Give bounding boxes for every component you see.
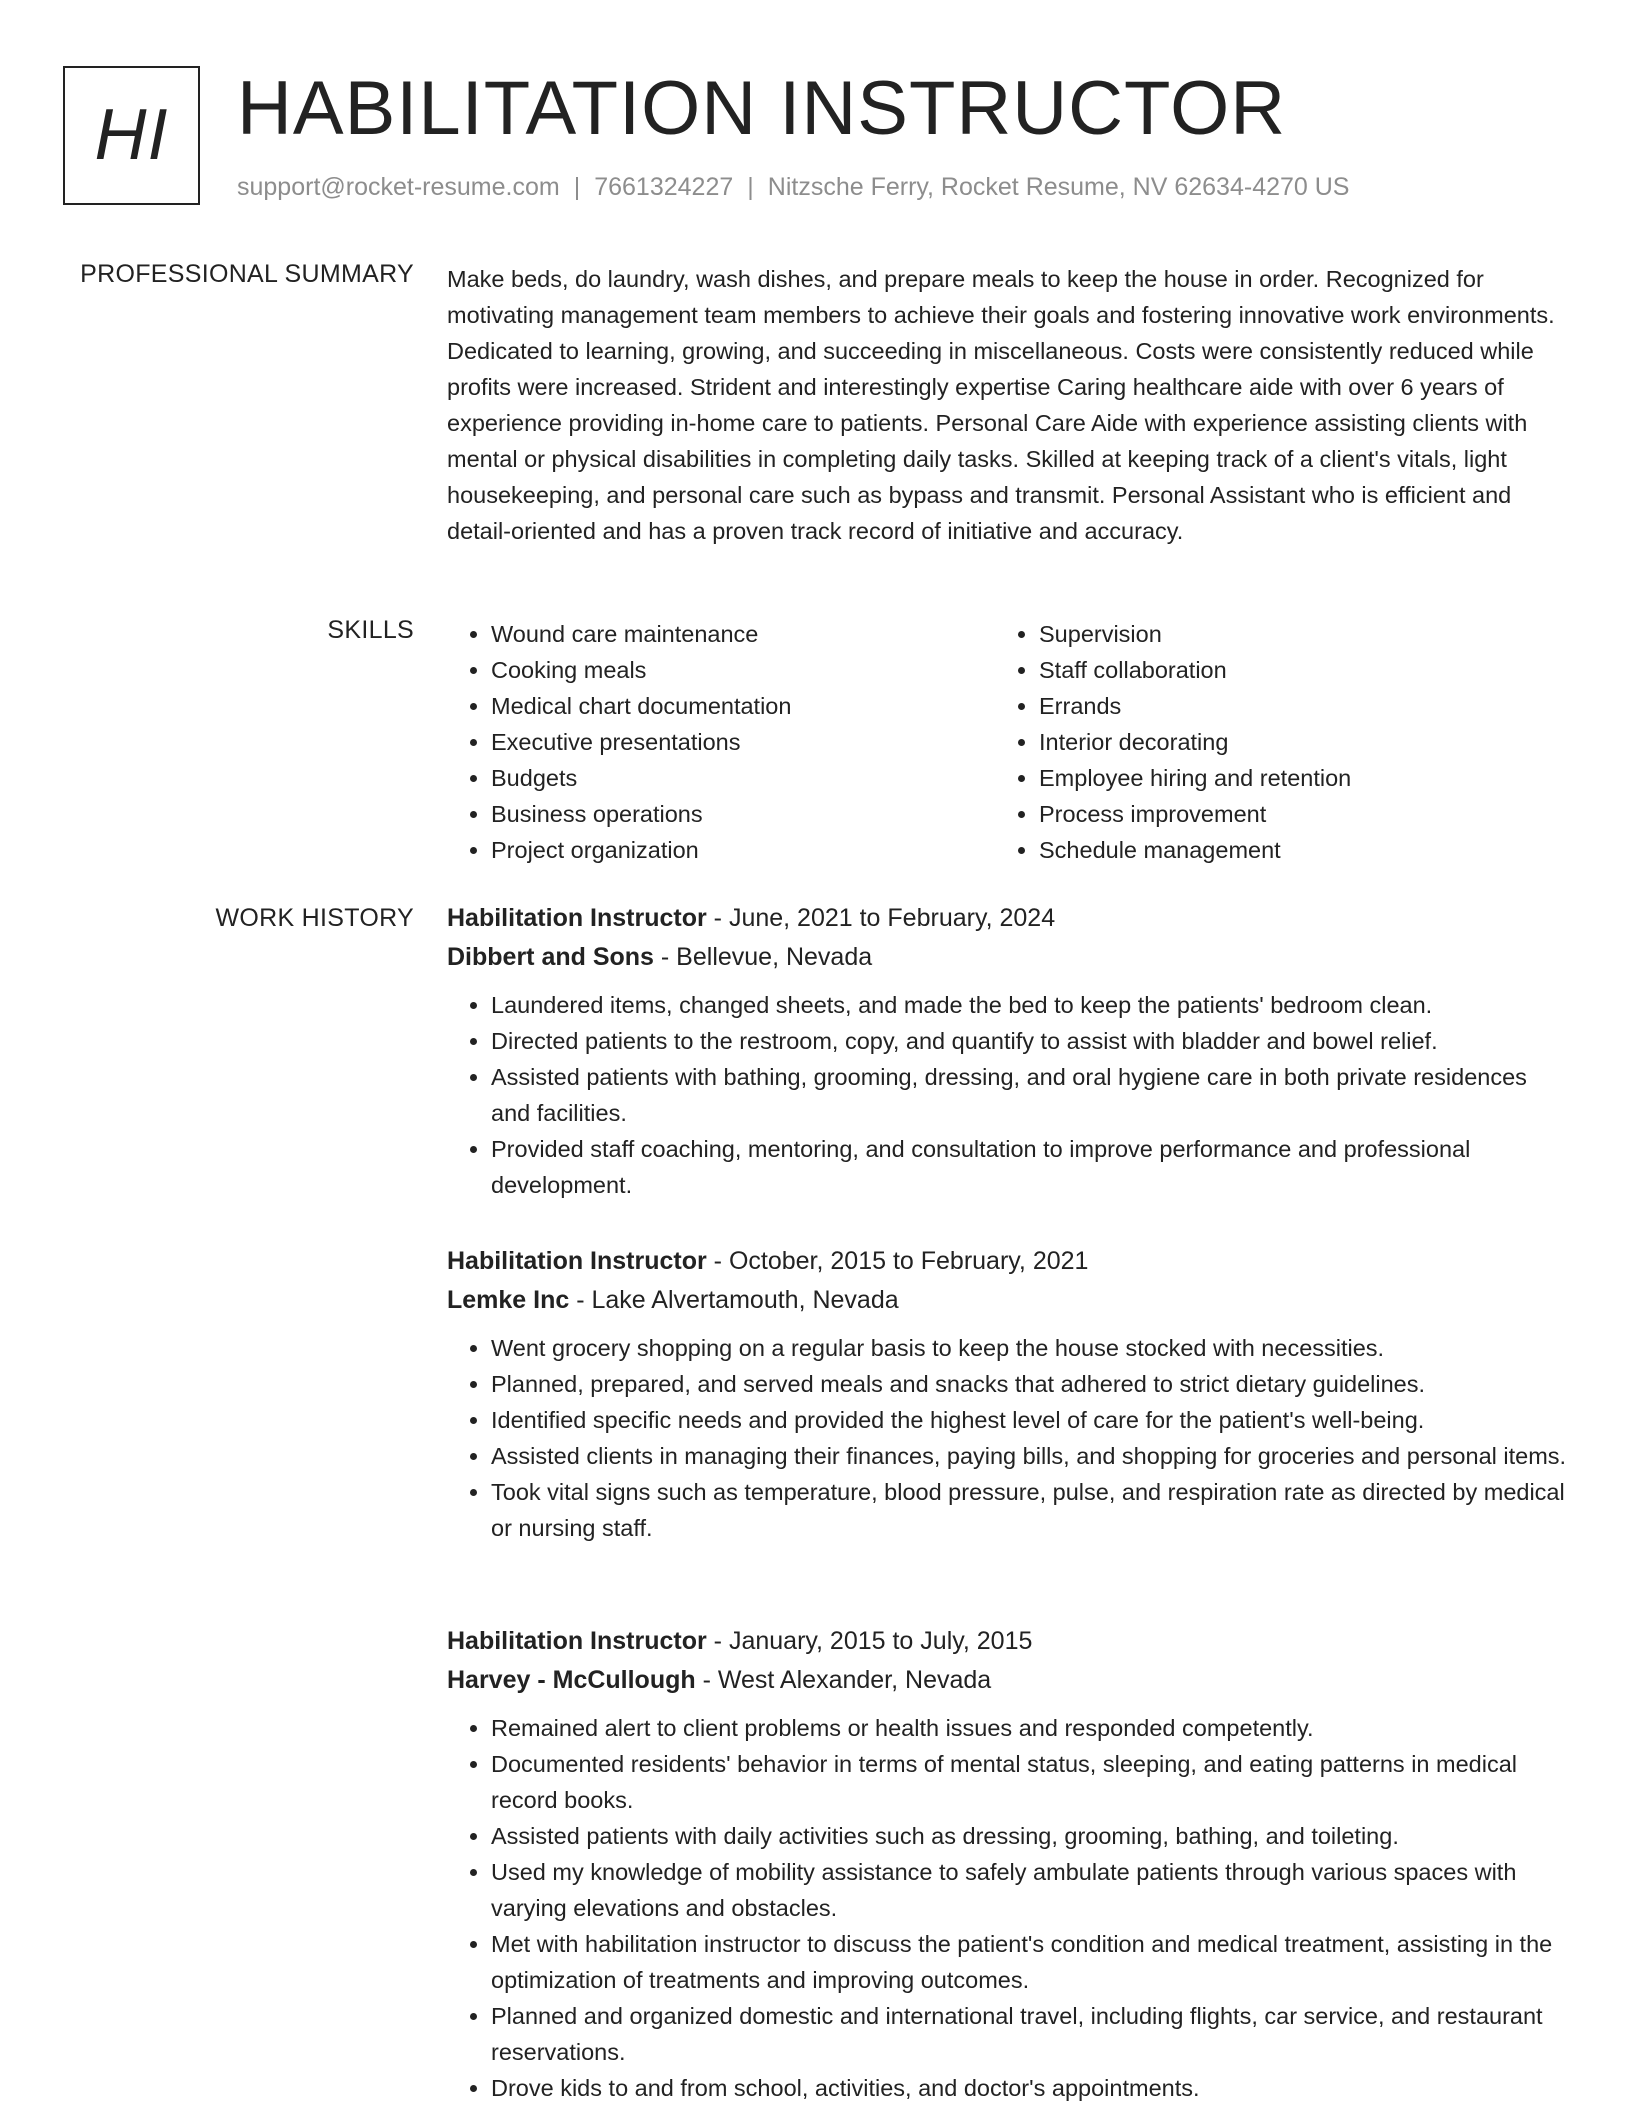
job-company-line — [447, 1661, 1567, 1700]
work-history-label: WORK HISTORY — [215, 904, 414, 932]
skills-label: SKILLS — [327, 616, 414, 644]
job-bullets — [447, 1330, 1567, 1546]
job-bullets — [447, 987, 1567, 1203]
skill-item: • Process improvement — [1039, 796, 1543, 832]
skill-item: • Project organization — [491, 832, 995, 868]
skill-item: • Employee hiring and retention — [1039, 760, 1543, 796]
job-location: - Bellevue, Nevada — [653, 943, 873, 971]
job-bullet: • Remained alert to client problems or health issues and responded competently. — [491, 1710, 1567, 1746]
job-bullet: • Met with habilitation instructor to discuss the patient's condition and medical treatment, assisting in the optimization of treatments and improving outcomes. — [491, 1926, 1567, 1998]
skills-columns — [447, 616, 1567, 868]
contact-address: Nitzsche Ferry, Rocket Resume, NV 62634-4270 US — [767, 173, 1350, 201]
skill-item: • Schedule management — [1039, 832, 1543, 868]
job-dates: - June, 2021 to February, 2024 — [706, 904, 1056, 932]
skill-item: • Errands — [1039, 688, 1543, 724]
resume-header — [63, 66, 1563, 208]
job-title: Habilitation Instructor — [447, 1247, 707, 1275]
job-bullet: • Took vital signs such as temperature, blood pressure, pulse, and respiration rate as directed by medical or nursing staff. — [491, 1474, 1567, 1546]
contact-separator: | — [747, 173, 754, 201]
contact-separator: | — [573, 173, 581, 201]
job-company-line — [447, 1281, 1567, 1320]
skill-item: • Supervision — [1039, 616, 1543, 652]
skill-item: • Interior decorating — [1039, 724, 1543, 760]
job-entry — [447, 1242, 1567, 1546]
job-title: Habilitation Instructor — [447, 904, 707, 932]
job-title: Habilitation Instructor — [447, 1627, 707, 1655]
skill-item: • Staff collaboration — [1039, 652, 1543, 688]
job-bullet: • Provided staff coaching, mentoring, and consultation to improve performance and professional development. — [491, 1131, 1567, 1203]
skills-list-right — [995, 616, 1543, 868]
job-company: Dibbert and Sons — [447, 943, 654, 971]
job-bullet: • Planned, prepared, and served meals and snacks that adhered to strict dietary guidelines. — [491, 1366, 1567, 1402]
job-title-line — [447, 1242, 1567, 1281]
job-bullet: • Drove kids to and from school, activities, and doctor's appointments. — [491, 2070, 1567, 2106]
job-company-line — [447, 938, 1567, 977]
skills-column-right — [995, 616, 1543, 868]
job-bullets — [447, 1710, 1567, 2106]
job-bullet: • Documented residents' behavior in terms of mental status, sleeping, and eating patterns in medical record books. — [491, 1746, 1567, 1818]
job-dates: - October, 2015 to February, 2021 — [706, 1247, 1089, 1275]
skills-column-left — [447, 616, 995, 868]
skill-item: • Budgets — [491, 760, 995, 796]
job-location: - West Alexander, Nevada — [695, 1666, 992, 1694]
summary-label: PROFESSIONAL SUMMARY — [80, 260, 414, 288]
job-title-line — [447, 1622, 1567, 1661]
monogram-initials: HI — [94, 94, 169, 175]
skills-body — [447, 616, 1567, 868]
job-title-line — [447, 899, 1567, 938]
job-bullet: • Directed patients to the restroom, copy, and quantify to assist with bladder and bowel relief. — [491, 1023, 1567, 1059]
job-bullet: • Planned and organized domestic and international travel, including flights, car service, and restaurant reservations. — [491, 1998, 1567, 2070]
monogram-box — [63, 66, 200, 205]
job-bullet: • Assisted patients with daily activities such as dressing, grooming, bathing, and toileting. — [491, 1818, 1567, 1854]
summary-body — [447, 261, 1567, 549]
candidate-name: HABILITATION INSTRUCTOR — [237, 66, 1287, 151]
job-company: Harvey - McCullough — [447, 1666, 696, 1694]
contact-line — [237, 173, 1349, 202]
skills-list-left — [447, 616, 995, 868]
skill-item: • Cooking meals — [491, 652, 995, 688]
skill-item: • Business operations — [491, 796, 995, 832]
job-bullet: • Identified specific needs and provided the highest level of care for the patient's well-being. — [491, 1402, 1567, 1438]
skill-item: • Wound care maintenance — [491, 616, 995, 652]
contact-email: support@rocket-resume.com — [237, 173, 560, 201]
job-bullet: • Laundered items, changed sheets, and made the bed to keep the patients' bedroom clean. — [491, 987, 1567, 1023]
job-location: - Lake Alvertamouth, Nevada — [569, 1286, 899, 1314]
contact-phone: 7661324227 — [594, 173, 734, 201]
skill-item: • Medical chart documentation — [491, 688, 995, 724]
job-bullet: • Used my knowledge of mobility assistance to safely ambulate patients through various spaces with varying elevations and obstacles. — [491, 1854, 1567, 1926]
job-entry — [447, 1622, 1567, 2106]
job-company: Lemke Inc — [447, 1286, 570, 1314]
job-bullet: • Went grocery shopping on a regular basis to keep the house stocked with necessities. — [491, 1330, 1567, 1366]
job-dates: - January, 2015 to July, 2015 — [706, 1627, 1033, 1655]
summary-text: Make beds, do laundry, wash dishes, and prepare meals to keep the house in order. Recognized for motivating management team members to achieve their goals and fostering innovative work environments. Dedicated to learning, growing, and succeeding in miscellaneous. Costs were consistently reduced while profits were increased. Strident and interestingly expertise Caring healthcare aide with over 6 years of experience providing in-home care to patients. Personal Care Aide with experience assisting clients with mental or physical disabilities in completing daily tasks. Skilled at keeping track of a client's vitals, light housekeeping, and personal care such as bypass and transmit. Personal Assistant who is efficient and detail-oriented and has a proven track record of initiative and accuracy. — [447, 266, 1555, 544]
job-bullet: • Assisted patients with bathing, grooming, dressing, and oral hygiene care in both private residences and facilities. — [491, 1059, 1567, 1131]
job-bullet: • Assisted clients in managing their finances, paying bills, and shopping for groceries and personal items. — [491, 1438, 1567, 1474]
job-entry — [447, 899, 1567, 1203]
skill-item: • Executive presentations — [491, 724, 995, 760]
